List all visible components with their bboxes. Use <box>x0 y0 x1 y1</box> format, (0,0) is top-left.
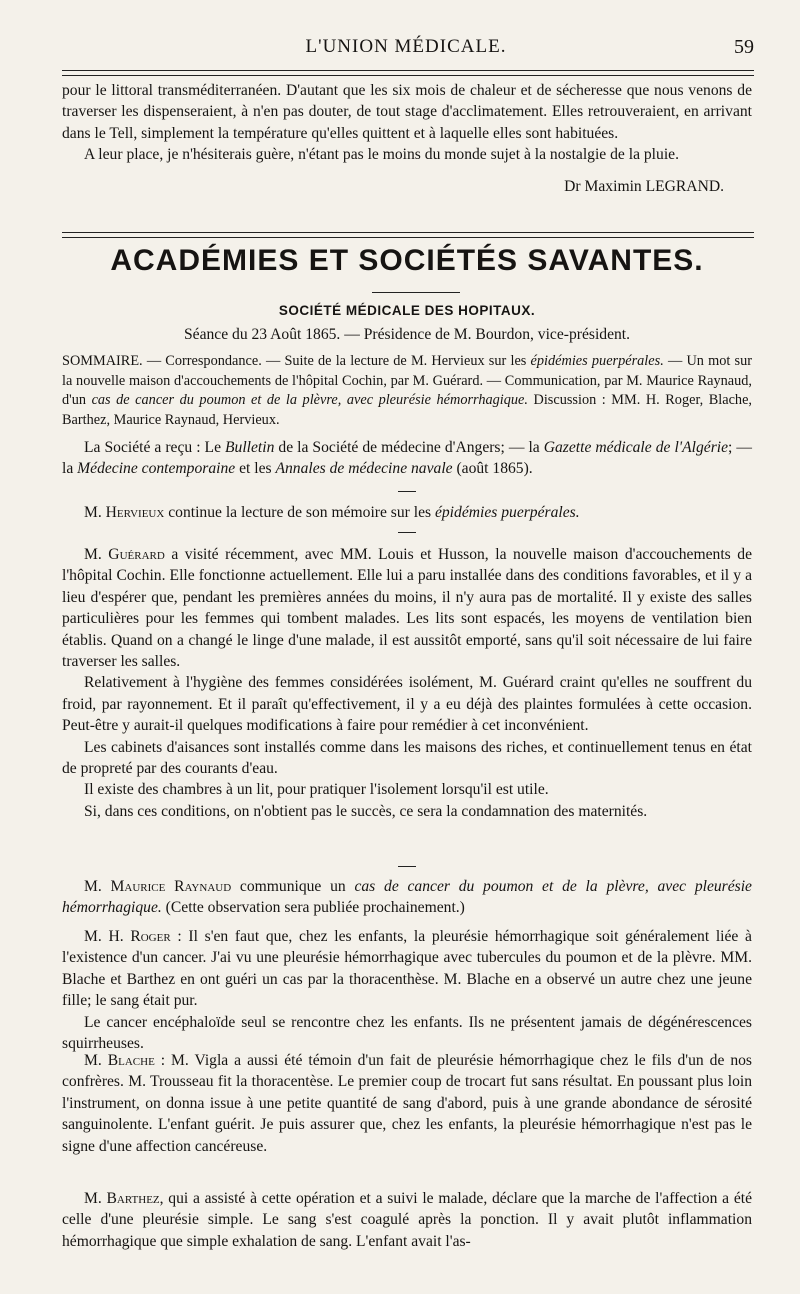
previous-article-end <box>62 80 752 197</box>
separator-dash <box>398 532 416 533</box>
raynaud-paragraph: M. Maurice Raynaud communique un cas de cancer du poumon et de la plèvre, avec pleurésie hémorrhagique. (Cette observation sera publiée prochainement.) <box>62 878 752 917</box>
summary: SOMMAIRE. — Correspondance. — Suite de la lecture de M. Hervieux sur les épidémies puerpérales. — Un mot sur la nouvelle maison d'accouchements de l'hôpital Cochin, par M. Guérard. — Communication, par M. Maurice Raynaud, d'un cas de cancer du poumon et de la plèvre, avec pleurésie hémorrhagique. Discussion : MM. H. Roger, Blache, Barthez, Maurice Raynaud, Hervieux. <box>62 353 753 428</box>
signature: Dr Maximin LEGRAND. <box>564 177 724 195</box>
speaker-name: M. Blache <box>84 1052 155 1069</box>
speaker-name: M. Hervieux <box>84 504 165 521</box>
hervieux-paragraph: M. Hervieux continue la lecture de son mémoire sur les épidémies puerpérales. <box>84 504 580 521</box>
title-separator <box>372 292 460 293</box>
paragraph: Les cabinets d'aisances sont installés comme dans les maisons des riches, et continuellement tenus en état de propreté par des courants d'eau. <box>62 738 752 778</box>
speaker-name: M. Guérard <box>84 546 165 563</box>
paragraph: Le cancer encéphaloïde seul se rencontre chez les enfants. Ils ne présentent jamais de dégénérescences squirrheuses. <box>62 1013 752 1053</box>
section-title: ACADÉMIES ET SOCIÉTÉS SAVANTES. <box>110 244 704 277</box>
roger-section: M. H. Roger : Il s'en faut que, chez les enfants, la pleurésie hémorrhagique soit généralement liée à l'existence d'un cancer. J'ai vu une pleurésie hémorrhagique avec tubercules du poumon et de la plèvre. MM. Blache et Barthez en ont guéri un cas par la thoracenthèse. M. Blache en a observé un autre chez une jeune fille; le sang était pur. Le cancer encéphaloïde seul se rencontre chez les enfants. Ils ne présentent jamais de dégénérescences squirrheuses. <box>62 926 752 1054</box>
section-rule <box>62 232 754 233</box>
summary-label: SOMMAIRE. <box>62 353 143 369</box>
running-header <box>58 30 754 64</box>
separator-dash <box>398 866 416 867</box>
page-number: 59 <box>734 36 754 58</box>
paragraph: A leur place, je n'hésiterais guère, n'étant pas le moins du monde sujet à la nostalgie de la pluie. <box>84 146 679 164</box>
separator-dash <box>398 491 416 492</box>
session-line: Séance du 23 Août 1865. — Présidence de M. Bourdon, vice-président. <box>183 326 631 343</box>
paragraph: Relativement à l'hygiène des femmes considérées isolément, M. Guérard craint qu'elles ne souffrent du froid, par rayonnement. Et il paraît qu'effectivement, il y a eu déjà des plaintes formulées à cette occasion. Peut-être y aurait-il quelques modifications à faire pour remédier à cet inconvénient. <box>62 674 752 735</box>
correspondence: La Société a reçu : Le Bulletin de la Société de médecine d'Angers; — la Gazette médicale de l'Algérie; — la Médecine contemporaine et les Annales de médecine navale (août 1865). <box>62 439 752 478</box>
speaker-name: M. Maurice Raynaud <box>84 878 232 895</box>
blache-paragraph: M. Blache : M. Vigla a aussi été témoin d'un fait de pleurésie hémorrhagique chez le fils d'un de nos confrères. M. Trousseau fit la thoracentèse. Le premier coup de trocart fut sans résultat. En poussant plus loin l'instrument, on donna issue à une petite quantité de sang d'abord, puis à une grande abondance de sérosité sanguinolente. L'enfant guérit. Je puis assurer que, chez les enfants, la pleurésie hémorrhagique n'est pas le signe d'une affection cancéreuse. <box>62 1052 752 1155</box>
paragraph: Si, dans ces conditions, on n'obtient pas le succès, ce sera la condamnation des maternités. <box>84 802 648 820</box>
speaker-name: M. H. Roger <box>84 928 171 945</box>
running-title: L'UNION MÉDICALE. <box>305 36 507 57</box>
header-rule-thin <box>62 75 754 76</box>
guerard-section: M. Guérard a visité récemment, avec MM. Louis et Husson, la nouvelle maison d'accouchements de l'hôpital Cochin. Elle fonctionne actuellement. Elle lui a paru installée dans des conditions favorables, et il y a lieu d'espérer que, pendant les premières années du moins, il n'y aura pas de mortalité. Il y existe des salles particulières pour les femmes qui tombent malades. Les lits sont espacés, les moyens de ventilation bien établis. Quand on a changé le linge d'une malade, il est aussitôt emporté, sans qu'il soit nécessaire de lui faire traverser les salles. Relativement à l'hygiène des femmes considérées isolément, M. Guérard craint qu'elles ne souffrent du froid, par rayonnement. Et il paraît qu'effectivement, il y a eu déjà des plaintes formulées à cette occasion. Peut-être y aurait-il quelques modifications à faire pour remédier à cet inconvénient. Les cabinets d'aisances sont installés comme dans les maisons des riches, et continuellement tenus en état de propreté par des courants d'eau. Il existe des chambres à un lit, pour pratiquer l'isolement lorsqu'il est utile. Si, dans ces conditions, on n'obtient pas le succès, ce sera la condamnation des maternités. <box>62 544 752 822</box>
society-name: SOCIÉTÉ MÉDICALE DES HOPITAUX. <box>278 303 536 318</box>
speaker-name: M. Barthez <box>84 1190 160 1207</box>
section-rule-thin <box>62 237 754 238</box>
barthez-paragraph: M. Barthez, qui a assisté à cette opération et a suivi le malade, déclare que la marche de l'affection a été celle d'une pleurésie simple. Le sang s'est coagulé après la ponction. Il y avait plutôt inflammation hémorrhagique que simple exhalation de sang. L'enfant avait l'as- <box>62 1190 752 1250</box>
paragraph: Il existe des chambres à un lit, pour pratiquer l'isolement lorsqu'il est utile. <box>84 781 549 799</box>
paragraph: pour le littoral transméditerranéen. D'autant que les six mois de chaleur et de sécheresse que nous venons de traverser les dispenseraient, à n'en pas douter, de tout stage d'acclimatement. Elles retrouveraient, en arrivant dans le Tell, simplement la température qu'elles quittent et à laquelle elles sont habituées. <box>62 82 752 142</box>
header-rule <box>62 70 754 71</box>
